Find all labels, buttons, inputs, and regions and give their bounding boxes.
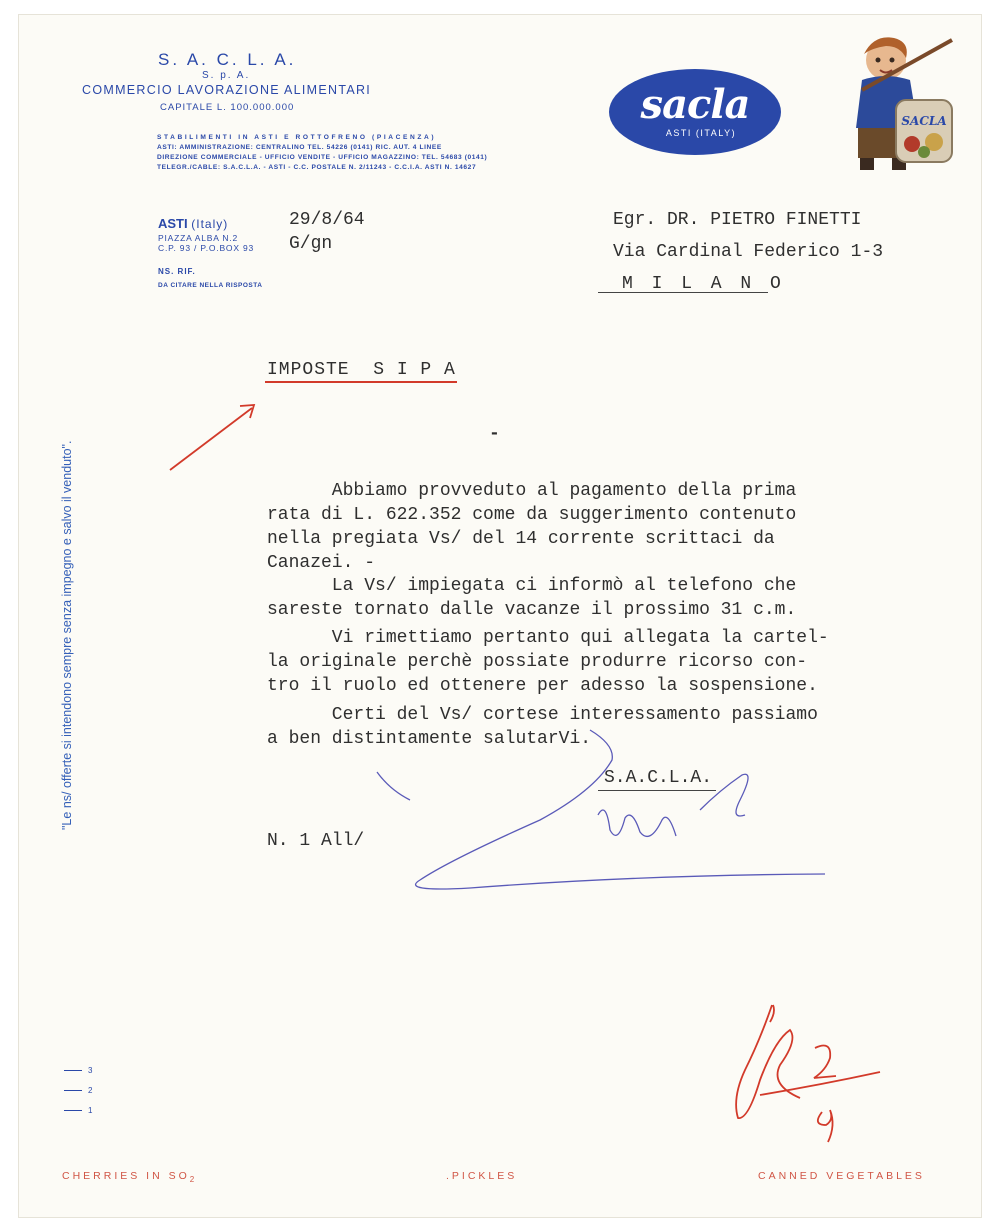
body-paragraph-4: Certi del Vs/ cortese interessamento passiamo a ben distintamente salutarVi. [267, 705, 818, 749]
letter-initials: G/gn [289, 234, 333, 254]
subject-underline [265, 381, 457, 383]
company-business: COMMERCIO LAVORAZIONE ALIMENTARI [82, 83, 372, 97]
company-legal-form: S. p. A. [202, 70, 251, 81]
margin-mark: 2 [64, 1086, 92, 1106]
recipient-city-underline [598, 292, 768, 293]
footer-pickles: .PICKLES [446, 1170, 518, 1182]
enclosure-note: N. 1 All/ [267, 831, 365, 851]
street-address [158, 233, 254, 253]
company-address-block [157, 133, 487, 173]
mascot-illustration [834, 30, 964, 172]
company-capital: CAPITALE L. 100.000.000 [160, 102, 295, 113]
footer-cherries-text: CHERRIES IN SO [62, 1170, 190, 1182]
company-name: S. A. C. L. A. [158, 50, 297, 69]
reference-note: DA CITARE NELLA RISPOSTA [158, 282, 263, 289]
address-line: ASTI: AMMINISTRAZIONE: CENTRALINO TEL. 54226 (0141) RIC. AUT. 4 LINEE [157, 144, 442, 151]
address-line: DIREZIONE COMMERCIALE - UFFICIO VENDITE - UFFICIO MAGAZZINO: TEL. 54683 (0141) [157, 154, 488, 161]
city-name: ASTI [158, 216, 188, 231]
address-line: TELEGR./CABLE: S.A.C.L.A. - ASTI - C.C. POSTALE N. 2/11243 - C.C.I.A. ASTI N. 14627 [157, 164, 477, 171]
address-line: STABILIMENTI IN ASTI E ROTTOFRENO (PIACENZA) [157, 134, 437, 141]
footer-cherries-subscript: 2 [189, 1175, 195, 1185]
body-paragraph-2: La Vs/ impiegata ci informò al telefono che sareste tornato dalle vacanze il prossimo 31 c.m. [267, 576, 797, 620]
side-disclaimer-text: "Le ns/ offerte si intendono sempre senza impegno e salvo il venduto". [60, 440, 74, 830]
footer-cherries [62, 1170, 194, 1184]
logo-subtitle: ASTI (ITALY) [665, 128, 737, 138]
city-country: (Italy) [191, 217, 229, 231]
page-margin-marks [64, 1066, 92, 1126]
mascot-can-label: SACLA [901, 114, 947, 128]
sacla-logo [608, 68, 782, 156]
po-box-line: C.P. 93 / P.O.BOX 93 [158, 243, 255, 253]
recipient-street: Via Cardinal Federico 1-3 [613, 242, 884, 262]
letter-date: 29/8/64 [289, 210, 365, 230]
body-paragraph-3: Vi rimettiamo pertanto qui allegata la cartel- la originale perchè possiate produrre ricorso con- tro il ruolo ed ottenere per adesso la sospensione. [267, 628, 829, 696]
logo-wordmark: sacla [640, 81, 750, 128]
signature-underline [598, 790, 716, 791]
signature-company: S.A.C.L.A. [604, 768, 713, 788]
margin-mark: 3 [64, 1066, 92, 1086]
body-paragraph-1: Abbiamo provveduto al pagamento della prima rata di L. 622.352 come da suggerimento contenuto nella pregiata Vs/ del 14 corrente scrittaci da Canazei. - [267, 481, 797, 573]
city-label [158, 216, 228, 231]
letter-subject: IMPOSTE S I P A [267, 360, 456, 380]
reference-label: NS. RIF. [158, 267, 196, 276]
recipient-name: Egr. DR. PIETRO FINETTI [613, 210, 862, 230]
margin-mark: 1 [64, 1106, 92, 1126]
recipient-city: M I L A N O [622, 274, 785, 294]
street-line: PIAZZA ALBA N.2 [158, 233, 239, 243]
letter-dash: - [489, 424, 500, 444]
footer-canned-vegetables: CANNED VEGETABLES [758, 1170, 925, 1182]
